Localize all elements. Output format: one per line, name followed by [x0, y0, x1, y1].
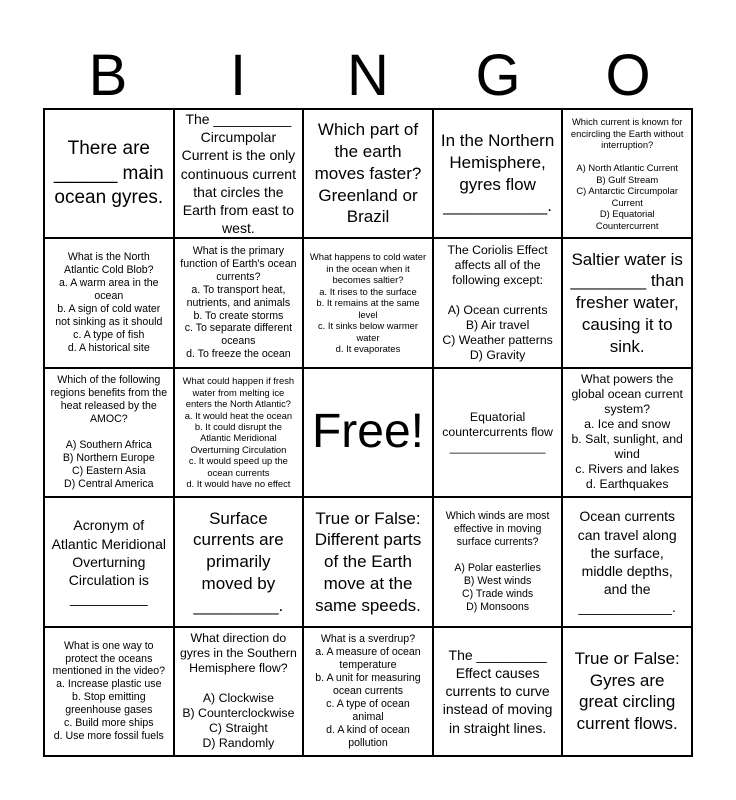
cell-text: True or False: Gyres are great circling current flows.: [574, 648, 680, 734]
bingo-cell: [303, 497, 433, 626]
bingo-cell: [562, 368, 692, 497]
title-letter-i: I: [229, 43, 247, 108]
cell-text: Equatorial countercurrents flow ______________: [442, 409, 553, 454]
cell-text: Surface currents are primarily moved by _________.: [193, 508, 284, 615]
bingo-cell: [562, 238, 692, 367]
cell-text: What is the North Atlantic Cold Blob? a. A warm area in the ocean b. A sign of cold water not sinking as it should c. A type of fish d. A historical site: [55, 251, 163, 354]
cell-text: What happens to cold water in the ocean when it becomes saltier? a. It rises to the surface b. It remains at the same level c. It sinks below warmer water d. It evaporates: [309, 251, 427, 355]
bingo-cell: [303, 627, 433, 756]
bingo-cell: [174, 368, 304, 497]
bingo-cell: [433, 368, 563, 497]
cell-text: There are ______ main ocean gyres.: [53, 138, 164, 208]
cell-text: Which winds are most effective in moving surface currents? A) Polar easterlies B) West winds C) Trade winds D) Monsoons: [445, 510, 550, 613]
cell-text: Acronym of Atlantic Meridional Overturning Circulation is __________: [51, 517, 166, 607]
cell-text: Ocean currents can travel along the surface, middle depths, and the ____________.: [577, 508, 677, 616]
bingo-title: [43, 44, 693, 108]
cell-text: What is a sverdrup? a. A measure of ocean temperature b. A unit for measuring ocean currents c. A type of ocean animal d. A kind of ocean pollution: [315, 633, 421, 749]
bingo-cell: [433, 627, 563, 756]
bingo-cell: [303, 109, 433, 238]
cell-text: Saltier water is ________ than fresher water, causing it to sink.: [570, 249, 684, 356]
bingo-cell: [44, 627, 174, 756]
cell-text: What powers the global ocean current system? a. Ice and snow b. Salt, sunlight, and wind c. Rivers and lakes d. Earthquakes: [571, 372, 683, 492]
cell-text: True or False: Different parts of the Earth move at the same speeds.: [314, 508, 422, 615]
title-letter-o: O: [605, 43, 651, 108]
bingo-cell: [433, 238, 563, 367]
cell-text: What is the primary function of Earth's ocean currents? a. To transport heat, nutrients, and animals b. To create storms c. To separate different oceans d. To freeze the ocean: [180, 244, 297, 361]
cell-text: Which of the following regions benefits from the heat released by the AMOC? A) Southern Africa B) Northern Europe C) Eastern Asia D) Central America: [50, 374, 168, 490]
title-letter-g: G: [475, 43, 521, 108]
cell-text: What direction do gyres in the Southern Hemisphere flow? A) Clockwise B) Counterclockwise C) Straight D) Randomly: [179, 631, 297, 751]
bingo-cell: [174, 238, 304, 367]
cell-text: What is one way to protect the oceans mentioned in the video? a. Increase plastic use b. Stop emitting greenhouse gases c. Build more ships d. Use more fossil fuels: [52, 639, 166, 743]
cell-text: Which current is known for encircling the Earth without interruption? A) North Atlantic Current B) Gulf Stream C) Antarctic Circumpolar Current D) Equatorial Countercurrent: [570, 116, 684, 231]
bingo-cell: [44, 109, 174, 238]
free-space-text: Free!: [311, 405, 424, 459]
bingo-cell: [174, 497, 304, 626]
bingo-cell: [44, 497, 174, 626]
free-space-cell: [303, 368, 433, 497]
bingo-cell: [433, 497, 563, 626]
bingo-cell: [433, 109, 563, 238]
bingo-cell: [174, 627, 304, 756]
bingo-card: [43, 108, 693, 757]
title-letter-b: B: [88, 43, 128, 108]
cell-text: In the Northern Hemisphere, gyres flow ___________.: [440, 131, 555, 216]
bingo-cell: [562, 109, 692, 238]
bingo-cell: [303, 238, 433, 367]
bingo-cell: [562, 497, 692, 626]
bingo-cell: [44, 238, 174, 367]
bingo-cell: [44, 368, 174, 497]
bingo-cell: [562, 627, 692, 756]
bingo-cell: [174, 109, 304, 238]
cell-text: The Coriolis Effect affects all of the following except: A) Ocean currents B) Air travel C) Weather patterns D) Gravity: [442, 243, 553, 363]
title-letter-n: N: [347, 43, 389, 108]
cell-text: The __________ Circumpolar Current is the only continuous current that circles the Earth from east to west.: [180, 111, 296, 237]
cell-text: What could happen if fresh water from melting ice enters the North Atlantic? a. It would heat the ocean b. It could disrupt the Atlantic Meridional Overturning Circulation c. It would speed up the ocean currents d. It would have no effect: [182, 375, 295, 490]
cell-text: Which part of the earth moves faster? Greenland or Brazil: [314, 120, 422, 227]
cell-text: The _________ Effect causes currents to curve instead of moving in straight lines.: [442, 646, 553, 736]
